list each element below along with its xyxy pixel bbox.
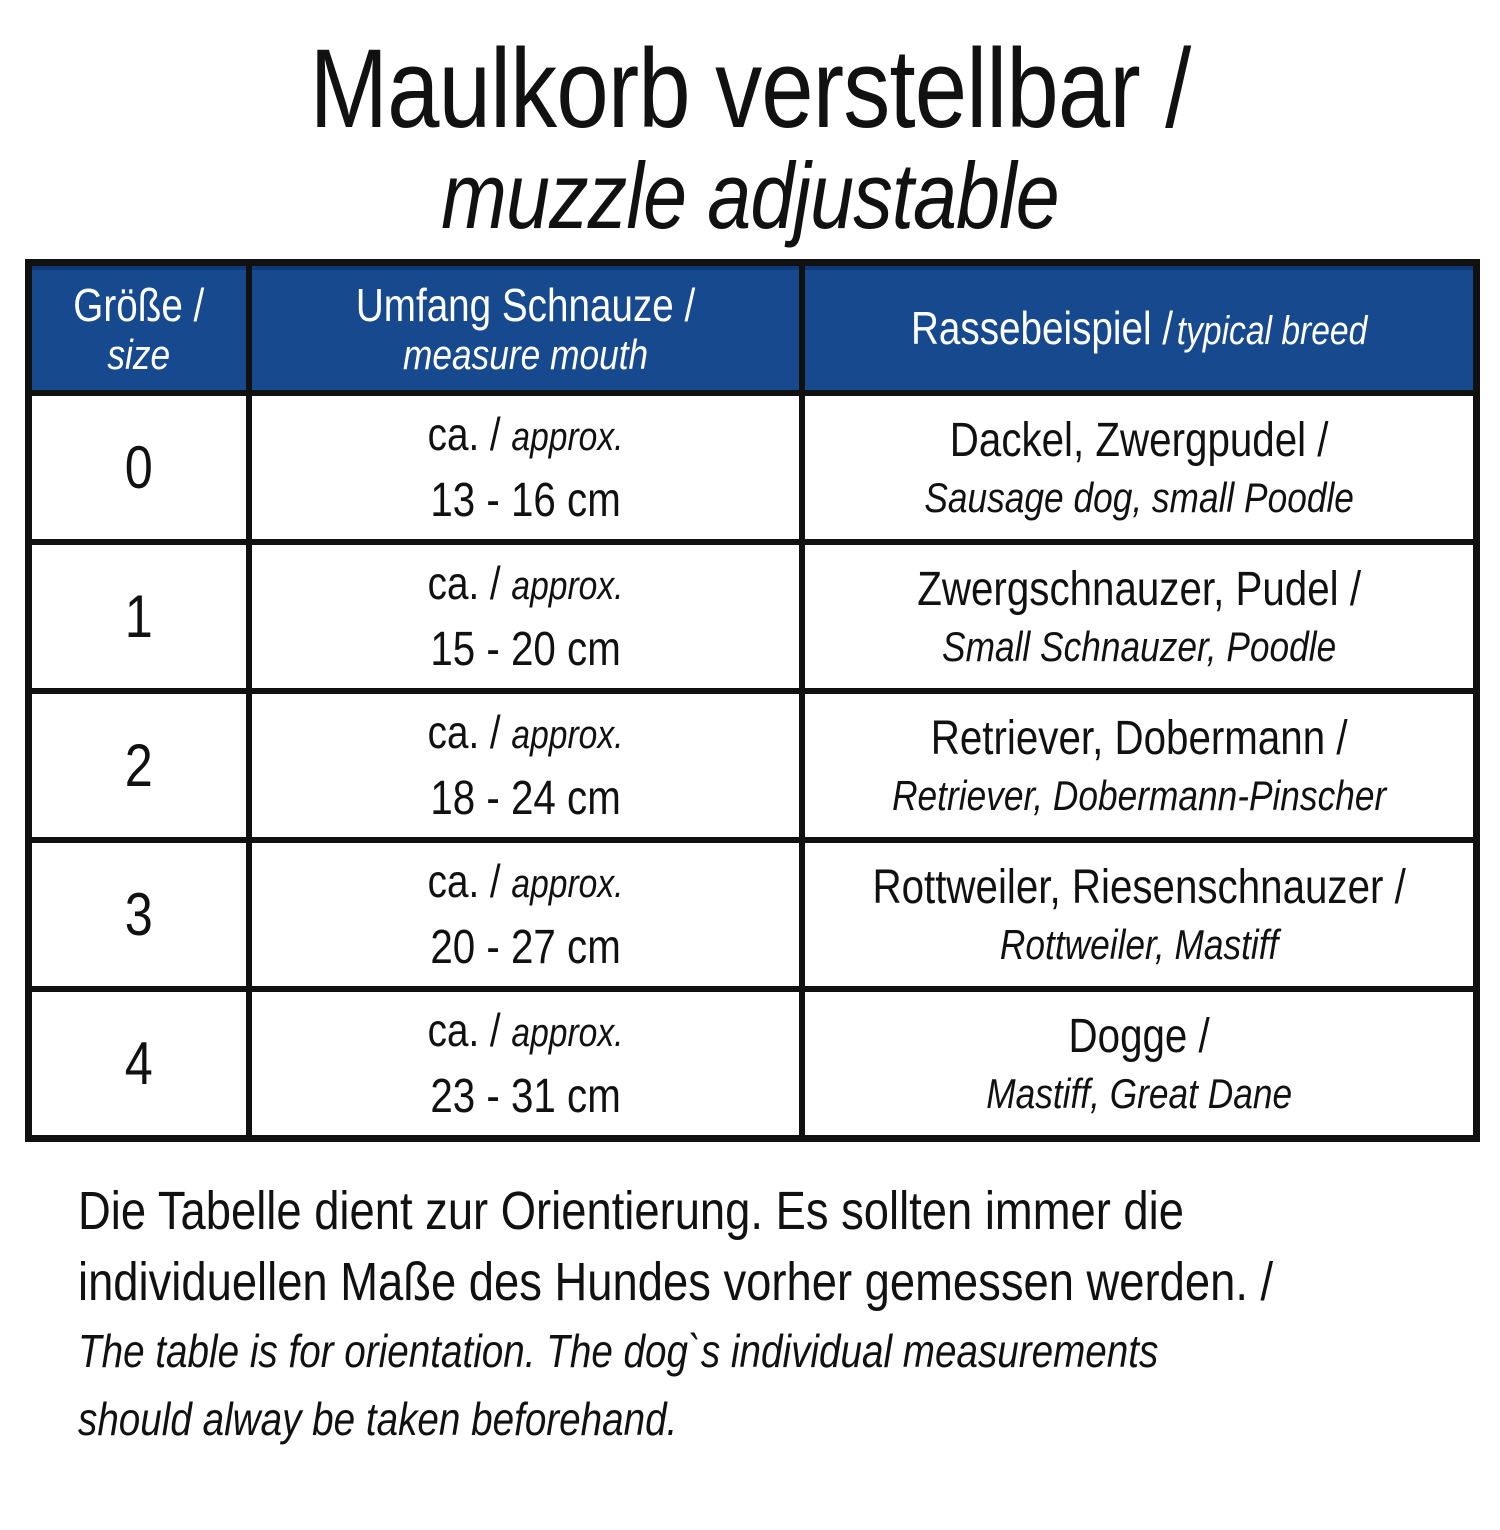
breed-cell [802, 989, 1477, 1139]
breed-german: Retriever, Dobermann / [930, 712, 1348, 766]
size-value: 3 [124, 881, 153, 949]
breed-english: Sausage dog, small Poodle [924, 474, 1354, 522]
size-cell [29, 840, 249, 989]
size-value: 2 [124, 732, 153, 800]
muzzle-size-table [25, 259, 1480, 1142]
table-row-size-0 [29, 393, 1477, 542]
header-cell-breed [802, 263, 1477, 394]
size-cell [29, 989, 249, 1139]
size-cell [29, 393, 249, 542]
approx-label: ca. / approx. [427, 705, 624, 758]
header-measure-english: measure mouth [402, 330, 648, 378]
table-row-size-3 [29, 840, 1477, 989]
breed-german: Zwergschnauzer, Pudel / [916, 563, 1361, 617]
size-cell [29, 542, 249, 691]
measure-range: 18 - 24 cm [429, 771, 621, 825]
table-row-size-1 [29, 542, 1477, 691]
header-cell-measure [249, 263, 802, 394]
measure-cell [249, 840, 802, 989]
measure-cell [249, 542, 802, 691]
page-title [0, 26, 1500, 248]
table-row-size-2 [29, 691, 1477, 840]
footnote-german-line-1: Die Tabelle dient zur Orientierung. Es sollten immer die [78, 1181, 1184, 1242]
measure-range: 23 - 31 cm [429, 1069, 621, 1123]
breed-english: Rottweiler, Mastiff [999, 921, 1279, 969]
breed-english: Mastiff, Great Dane [985, 1070, 1292, 1118]
size-cell [29, 691, 249, 840]
approx-label: ca. / approx. [427, 1003, 624, 1056]
header-cell-size [29, 263, 249, 394]
table-header-row [29, 263, 1477, 394]
header-size-german: Größe / [73, 278, 205, 331]
breed-german: Dackel, Zwergpudel / [949, 414, 1329, 468]
footnote-english-line-2: should alway be taken beforehand. [78, 1392, 678, 1445]
breed-german: Rottweiler, Riesenschnauzer / [872, 861, 1406, 915]
approx-label: ca. / approx. [427, 556, 624, 609]
table-row-size-4 [29, 989, 1477, 1139]
measure-cell [249, 393, 802, 542]
breed-german: Dogge / [1068, 1010, 1210, 1064]
breed-cell [802, 542, 1477, 691]
footnote [78, 1176, 1470, 1453]
measure-range: 20 - 27 cm [429, 920, 621, 974]
size-value: 4 [124, 1030, 153, 1098]
measure-cell [249, 989, 802, 1139]
header-breed-english: typical breed [1176, 309, 1367, 354]
footnote-english-line-1: The table is for orientation. The dog`s individual measurements [78, 1324, 1159, 1377]
page-title-english: muzzle adjustable [441, 142, 1059, 248]
breed-cell [802, 840, 1477, 989]
header-size-english: size [107, 330, 171, 378]
page-title-german: Maulkorb verstellbar / [309, 26, 1191, 151]
size-value: 1 [124, 583, 153, 651]
size-value: 0 [124, 434, 153, 502]
measure-cell [249, 691, 802, 840]
footnote-german-line-2: individuellen Maße des Hundes vorher gemessen werden. / [78, 1251, 1274, 1312]
measure-range: 15 - 20 cm [429, 622, 621, 676]
header-measure-german: Umfang Schnauze / [355, 278, 695, 331]
breed-english: Retriever, Dobermann-Pinscher [891, 772, 1386, 820]
measure-range: 13 - 16 cm [429, 473, 621, 527]
breed-cell [802, 393, 1477, 542]
header-breed [858, 302, 1419, 355]
breed-cell [802, 691, 1477, 840]
header-breed-german: Rassebeispiel / [910, 302, 1173, 355]
breed-english: Small Schnauzer, Poodle [941, 623, 1336, 671]
approx-label: ca. / approx. [427, 854, 624, 907]
approx-label: ca. / approx. [427, 407, 624, 460]
